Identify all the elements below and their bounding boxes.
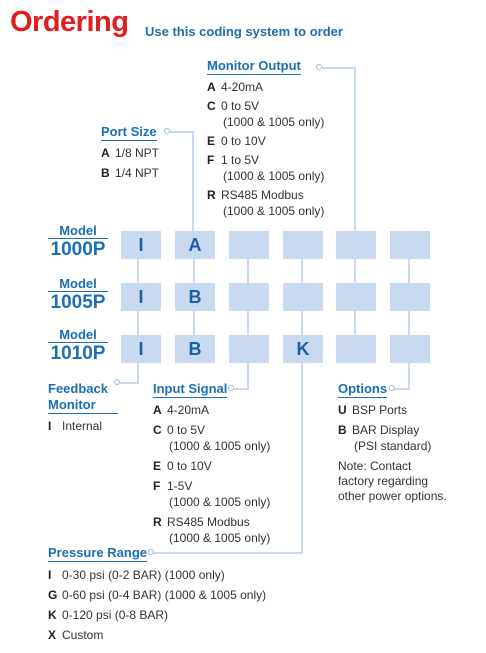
page-subtitle: Use this coding system to order — [145, 24, 343, 39]
feedback-monitor-options — [48, 418, 102, 434]
connector-col1 — [137, 258, 139, 384]
connector-col6 — [408, 310, 410, 338]
input-signal-options — [153, 402, 270, 546]
feedback-monitor-heading: Feedback Monitor — [48, 381, 118, 414]
option-item: E 0 to 10V — [207, 134, 266, 148]
options-list — [338, 402, 431, 454]
port-size-heading: Port Size — [101, 124, 157, 139]
option-item: A 4-20mA — [207, 80, 264, 94]
options-note: Note: Contact factory regarding other power options. — [338, 459, 447, 503]
options-heading: Options — [338, 381, 388, 396]
connector-dot — [148, 549, 154, 555]
option-item: F 1-5V (1000 & 1005 only) — [153, 479, 271, 509]
input-signal-heading: Input Signal — [153, 381, 228, 396]
connector-feedback-h — [120, 382, 139, 384]
code-box — [229, 283, 269, 311]
connector-monitor-h — [322, 67, 356, 69]
connector-col5 — [354, 310, 356, 338]
connector-pressure-h — [153, 552, 303, 554]
option-item: F 1 to 5V (1000 & 1005 only) — [207, 153, 325, 183]
monitor-output-heading: Monitor Output — [207, 58, 301, 73]
connector-col6 — [408, 362, 410, 390]
connector-dot — [389, 385, 395, 391]
code-box — [283, 231, 323, 259]
option-item: R RS485 Modbus (1000 & 1005 only) — [153, 515, 271, 545]
code-box: I — [121, 335, 161, 363]
model-label: Model 1010P — [48, 328, 108, 364]
option-item: X Custom — [48, 628, 104, 642]
connector-col4 — [301, 258, 303, 286]
option-item: U BSP Ports — [338, 403, 408, 417]
pressure-range-heading: Pressure Range — [48, 545, 147, 560]
port-size-options — [101, 145, 159, 181]
connector-col3 — [247, 258, 249, 390]
connector-col4 — [301, 310, 303, 338]
connector-input-h — [232, 388, 249, 390]
connector-col2 — [193, 258, 195, 286]
connector-dot — [316, 64, 322, 70]
code-box — [229, 231, 269, 259]
option-item: G 0-60 psi (0-4 BAR) (1000 & 1005 only) — [48, 588, 267, 602]
code-box — [390, 335, 430, 363]
option-item: R RS485 Modbus (1000 & 1005 only) — [207, 188, 325, 218]
connector-col2 — [193, 310, 195, 338]
code-box: K — [283, 335, 323, 363]
option-item: I Internal — [48, 419, 103, 433]
code-box: B — [175, 335, 215, 363]
connector-options-h — [394, 388, 410, 390]
code-box — [229, 335, 269, 363]
option-item: I 0-30 psi (0-2 BAR) (1000 only) — [48, 568, 225, 582]
connector-dot — [228, 385, 234, 391]
connector-dot — [164, 128, 170, 134]
code-box — [390, 231, 430, 259]
option-item: B BAR Display (PSI standard) — [338, 423, 432, 453]
connector-port-h — [168, 131, 194, 133]
connector-port-v — [192, 131, 194, 232]
code-box — [336, 283, 376, 311]
monitor-output-options — [207, 79, 324, 219]
code-box — [336, 231, 376, 259]
option-item: A 1/8 NPT — [101, 146, 160, 160]
model-label: Model 1000P — [48, 224, 108, 260]
connector-col6 — [408, 258, 410, 286]
pressure-range-options — [48, 567, 266, 643]
option-item: B 1/4 NPT — [101, 166, 160, 180]
code-box: I — [121, 283, 161, 311]
code-box: A — [175, 231, 215, 259]
connector-col4 — [301, 362, 303, 554]
connector-col5 — [354, 258, 356, 286]
option-item: C 0 to 5V (1000 & 1005 only) — [153, 423, 271, 453]
connector-monitor-v — [354, 67, 356, 232]
option-item: K 0-120 psi (0-8 BAR) — [48, 608, 169, 622]
option-item: E 0 to 10V — [153, 459, 212, 473]
code-box — [283, 283, 323, 311]
option-item: A 4-20mA — [153, 403, 210, 417]
code-box — [336, 335, 376, 363]
option-item: C 0 to 5V (1000 & 1005 only) — [207, 99, 325, 129]
code-box: B — [175, 283, 215, 311]
model-label: Model 1005P — [48, 277, 108, 313]
page-title: Ordering — [10, 6, 129, 38]
code-box — [390, 283, 430, 311]
code-box: I — [121, 231, 161, 259]
